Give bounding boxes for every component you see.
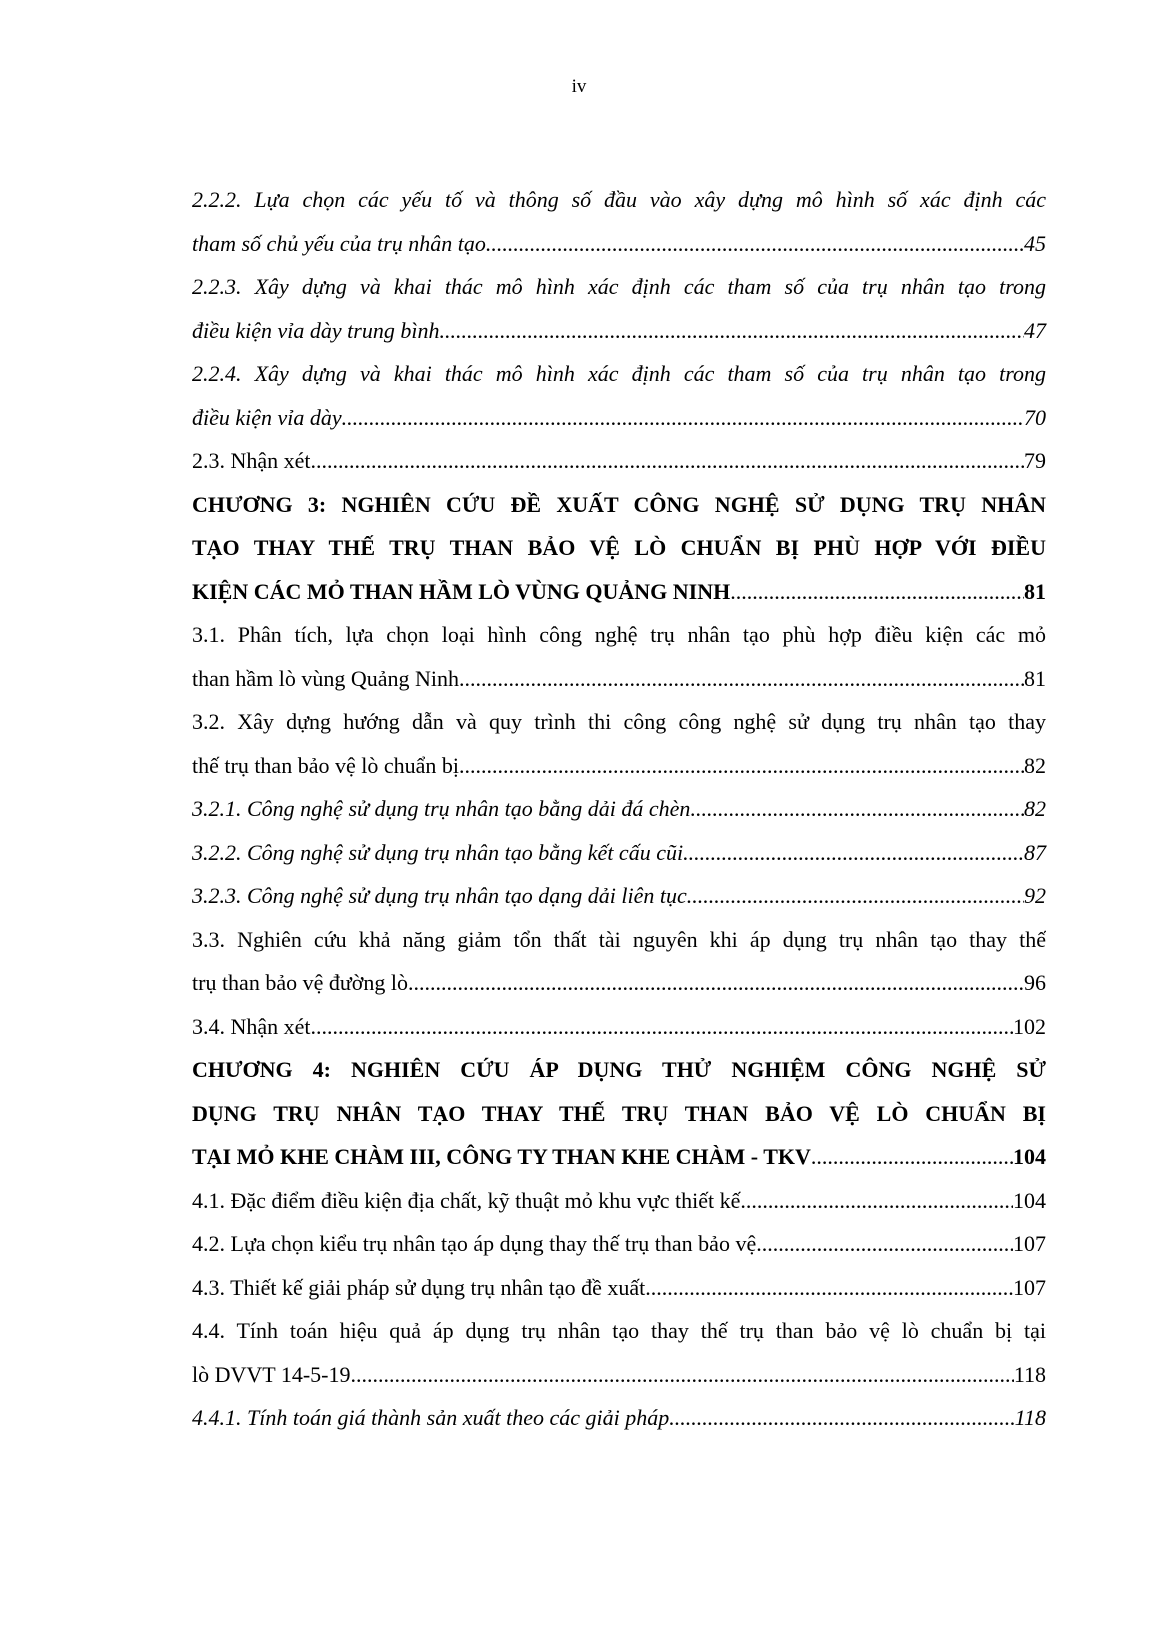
dot-leader [687,874,1024,918]
toc-entry-title: than hầm lò vùng Quảng Ninh [192,665,460,691]
toc-entry[interactable] [192,265,1046,352]
toc-entry-title: 3.2.2. Công nghệ sử dụng trụ nhân tạo bằng kết cấu cũi [192,839,684,865]
toc-entry[interactable] [192,483,1046,614]
dot-leader [645,1266,1013,1310]
dot-leader [756,1222,1013,1266]
toc-entry-line: 2.2.2. Lựa chọn các yếu tố và thông số đầu vào xây dựng mô hình số xác định các [192,187,1046,212]
toc-entry-line: 4.4. Tính toán hiệu quả áp dụng trụ nhân tạo thay thế trụ than bảo vệ lò chuẩn bị tại [192,1318,1046,1343]
toc-entry[interactable] [192,1396,1046,1440]
toc-page-number: 70 [1024,404,1046,430]
dot-leader [669,1396,1014,1440]
toc-page-number: 92 [1024,883,1046,908]
toc-page-number: 118 [1013,1361,1046,1387]
toc-page-number: 47 [1024,317,1046,343]
toc-entry-title: 4.1. Đặc điểm điều kiện địa chất, kỹ thuật mỏ khu vực thiết kế [192,1187,741,1213]
toc-entry-title: 3.2.1. Công nghệ sử dụng trụ nhân tạo bằng dải đá chèn [192,796,691,821]
toc-page-number: 82 [1024,796,1046,821]
toc-page-number: 104 [1013,1144,1046,1169]
toc-entry[interactable] [192,700,1046,787]
dot-leader [690,787,1024,831]
dot-leader [486,222,1024,266]
toc-entry-line: 3.2. Xây dựng hướng dẫn và quy trình thi công công nghệ sử dụng trụ nhân tạo thay [192,709,1046,734]
toc-entry-line: 3.1. Phân tích, lựa chọn loại hình công nghệ trụ nhân tạo phù hợp điều kiện các mỏ [192,622,1046,647]
toc-entry-title: 3.2.3. Công nghệ sử dụng trụ nhân tạo dạng dải liên tục [192,883,687,908]
toc-entry[interactable] [192,874,1046,918]
toc-entry-title: KIỆN CÁC MỎ THAN HẦM LÒ VÙNG QUẢNG NINH [192,578,731,604]
toc-page-number: 107 [1013,1274,1046,1300]
dot-leader [408,961,1024,1005]
toc-entry[interactable] [192,831,1046,875]
toc-entry[interactable] [192,1048,1046,1179]
toc-entry[interactable] [192,178,1046,265]
toc-entry-line: TẠO THAY THẾ TRỤ THAN BẢO VỆ LÒ CHUẨN BỊ PHÙ HỢP VỚI ĐIỀU [192,535,1046,560]
toc-entry[interactable] [192,787,1046,831]
toc-entry[interactable] [192,1005,1046,1049]
toc-page-number: 87 [1024,839,1046,865]
toc-entry-title: điều kiện vỉa dày [192,404,342,430]
dot-leader [811,1135,1013,1179]
toc-entry-line: 2.2.3. Xây dựng và khai thác mô hình xác định các tham số của trụ nhân tạo trong [192,274,1046,299]
toc-entry-title: trụ than bảo vệ đường lò [192,970,409,995]
dot-leader [350,1353,1013,1397]
toc-entry-title: lò DVVT 14-5-19 [192,1361,351,1387]
toc-entry-title: 4.4.1. Tính toán giá thành sản xuất theo các giải pháp [192,1405,670,1430]
toc-entry[interactable] [192,918,1046,1005]
toc-page-number: 79 [1024,448,1046,473]
dot-leader [459,744,1024,788]
page-number: iv [571,76,587,97]
dot-leader [740,1179,1013,1223]
toc-page-number: 104 [1013,1187,1046,1213]
dot-leader [311,439,1024,483]
toc-entry[interactable] [192,1222,1046,1266]
toc-entry[interactable] [192,1266,1046,1310]
toc-page-number: 96 [1024,970,1046,995]
dot-leader [311,1005,1013,1049]
toc-entry-line: CHƯƠNG 3: NGHIÊN CỨU ĐỀ XUẤT CÔNG NGHỆ SỬ DỤNG TRỤ NHÂN [192,491,1046,517]
toc-page-number: 107 [1013,1231,1046,1256]
toc-page-number: 102 [1013,1013,1046,1039]
toc-entry-line: DỤNG TRỤ NHÂN TẠO THAY THẾ TRỤ THAN BẢO VỆ LÒ CHUẨN BỊ [192,1100,1046,1126]
dot-leader [459,657,1024,701]
table-of-contents [192,178,1046,1440]
toc-entry-line: CHƯƠNG 4: NGHIÊN CỨU ÁP DỤNG THỬ NGHIỆM CÔNG NGHỆ SỬ [192,1057,1046,1082]
toc-page-number: 81 [1024,665,1046,691]
toc-entry-title: 3.4. Nhận xét [192,1013,311,1039]
toc-entry-line: 2.2.4. Xây dựng và khai thác mô hình xác định các tham số của trụ nhân tạo trong [192,361,1046,386]
toc-entry[interactable] [192,1179,1046,1223]
toc-entry-title: điều kiện vỉa dày trung bình [192,317,440,343]
toc-entry[interactable] [192,1309,1046,1396]
toc-entry-title: 4.3. Thiết kế giải pháp sử dụng trụ nhân tạo đề xuất [192,1274,646,1300]
toc-page-number: 82 [1024,752,1046,778]
toc-entry-title: 4.2. Lựa chọn kiểu trụ nhân tạo áp dụng thay thế trụ than bảo vệ [192,1231,757,1256]
dot-leader [342,396,1024,440]
toc-entry-title: thế trụ than bảo vệ lò chuẩn bị [192,752,459,778]
toc-entry[interactable] [192,439,1046,483]
toc-entry[interactable] [192,613,1046,700]
toc-entry-line: 3.3. Nghiên cứu khả năng giảm tổn thất tài nguyên khi áp dụng trụ nhân tạo thay thế [192,926,1046,952]
toc-entry-title: tham số chủ yếu của trụ nhân tạo [192,230,486,256]
toc-page-number: 81 [1024,578,1046,604]
dot-leader [439,309,1024,353]
toc-entry-title: TẠI MỎ KHE CHÀM III, CÔNG TY THAN KHE CHÀM - TKV [192,1144,811,1169]
dot-leader [730,570,1024,614]
toc-page-number: 118 [1014,1405,1046,1430]
toc-entry[interactable] [192,352,1046,439]
toc-page-number: 45 [1024,230,1046,256]
dot-leader [683,831,1024,875]
toc-entry-title: 2.3. Nhận xét [192,448,311,473]
